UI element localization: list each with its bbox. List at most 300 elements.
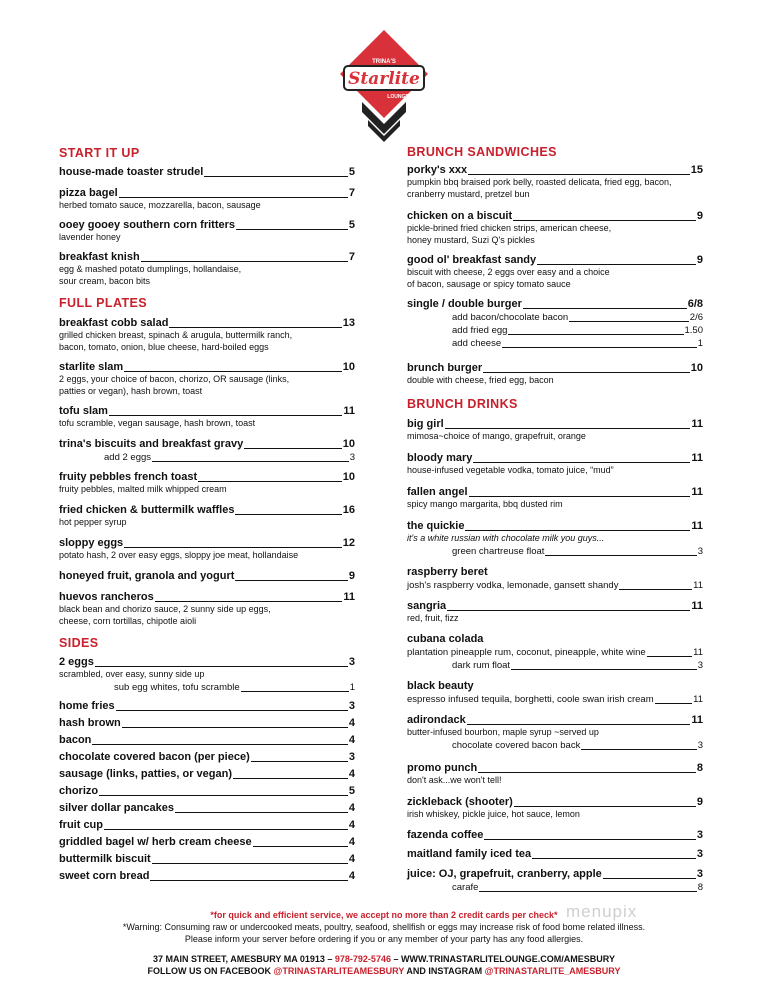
item-price: 2/6 [689,312,703,323]
item-description: tofu scramble, vegan sausage, hash brown, toast [59,418,256,428]
leader-line [253,846,348,847]
item-name: starlite slam [59,361,124,373]
item-name: carafe [452,882,479,893]
item-description: biscuit with cheese, 2 eggs over easy and a choice [407,267,610,277]
item-description: egg & mashed potato dumplings, hollandaise, [59,264,242,274]
menu-item [407,829,703,842]
item-description: butter-infused bourbon, maple syrup ~served up [407,727,599,737]
item-price: 5 [348,219,355,231]
item-line [407,298,703,311]
item-line [59,768,355,781]
leader-line [236,229,348,230]
leader-line [537,264,696,265]
leader-line [467,724,691,725]
item-price: 11 [691,714,703,726]
menu-item [59,251,355,287]
facebook-handle: @TRINASTARLITEAMESBURY [273,966,405,976]
menu-item [59,166,355,179]
leader-line [508,334,683,335]
item-description: mimosa~choice of mango, grapefruit, orange [407,431,586,441]
item-name: add cheese [452,338,502,349]
item-name: pizza bagel [59,187,118,199]
sub-item-line [407,646,703,659]
item-name: 2 eggs [59,656,94,668]
menu-item [407,254,703,290]
starlite-logo [338,28,430,144]
item-line [59,317,355,330]
menu-item [59,870,355,883]
item-line [59,570,355,583]
leader-line [124,371,342,372]
item-price: 11 [693,580,703,591]
item-description: cranberry mustard, pretzel bun [407,188,530,199]
item-price: 3 [696,848,703,860]
leader-line [647,656,692,657]
leader-line [175,812,348,813]
item-price: 10 [342,438,355,450]
menu-item [407,848,703,861]
item-line [59,700,355,713]
item-price: 11 [343,591,355,603]
item-price: 1 [697,338,703,349]
menu-item [407,762,703,787]
menu-item [59,717,355,730]
item-line [407,164,703,177]
menu-item [407,714,703,752]
item-line [59,853,355,866]
item-line [59,187,355,200]
item-name: single / double burger [407,298,522,310]
item-price: 11 [691,486,703,498]
item-price: 11 [693,647,703,658]
item-name: breakfast knish [59,251,140,263]
item-description: double with cheese, fried egg, bacon [407,375,554,385]
item-description: lavender honey [59,232,121,242]
menu-item [59,219,355,244]
item-line [407,829,703,842]
item-price: 11 [343,405,355,417]
sub-item-line [452,324,703,337]
warning-line-2: Please inform your server before ordering if you or any member of your party has any food allergies. [184,934,584,944]
item-line [407,868,703,881]
sub-item-line [452,311,703,324]
menu-item [59,700,355,713]
leader-line [152,461,349,462]
item-name: breakfast cobb salad [59,317,169,329]
item-line [59,836,355,849]
menu-item [407,680,703,706]
menu-item [407,566,703,592]
item-line [407,633,703,646]
item-line [59,166,355,179]
item-name: griddled bagel w/ herb cream cheese [59,836,252,848]
item-name: the quickie [407,520,465,532]
item-line [59,785,355,798]
item-price: 10 [342,361,355,373]
leader-line [619,589,692,590]
sub-item-line [407,693,703,706]
item-line [407,796,703,809]
item-line [59,537,355,550]
section-title-brunch-drinks: BRUNCH DRINKS [407,397,518,411]
item-name: plantation pineapple rum, coconut, pineapple, white wine [407,647,646,658]
item-price: 4 [348,717,355,729]
item-name: chorizo [59,785,99,797]
item-price: 11 [691,520,703,532]
leader-line [655,703,693,704]
leader-line [141,261,348,262]
item-line [407,210,703,223]
sub-item-line [452,659,703,672]
leader-line [198,481,342,482]
item-line [407,254,703,267]
item-name: sangria [407,600,447,612]
leader-line [569,321,689,322]
credit-card-notice: *for quick and efficient service, we accept no more than 2 credit cards per check* [210,910,558,920]
item-price: 4 [348,853,355,865]
leader-line [109,415,342,416]
section-title-brunch-sandwiches: BRUNCH SANDWICHES [407,145,557,159]
item-name: add fried egg [452,325,508,336]
item-line [59,717,355,730]
leader-line [581,749,696,750]
item-line [59,802,355,815]
item-price: 10 [342,471,355,483]
item-description: patties or vegan), hash brown, toast [59,385,203,396]
item-price: 3 [696,829,703,841]
item-name: silver dollar pancakes [59,802,174,814]
item-description: sour cream, bacon bits [59,275,151,286]
item-price: 3 [697,545,703,557]
item-name: juice: OJ, grapefruit, cranberry, apple [407,868,602,880]
item-line [59,219,355,232]
menu-item [59,570,355,583]
item-price: 3 [697,660,703,671]
section-title-full-plates: FULL PLATES [59,296,147,310]
item-name: sausage (links, patties, or vegan) [59,768,233,780]
menu-item [59,853,355,866]
menu-item [59,836,355,849]
menu-item [59,591,355,627]
menu-item [407,796,703,821]
item-line [407,714,703,727]
item-line [407,520,703,533]
section-title-sides: SIDES [59,636,99,650]
item-description: grilled chicken breast, spinach & arugula, buttermilk ranch, [59,330,293,340]
item-description: cheese, corn tortillas, chipotle aioli [59,615,197,626]
item-name: big girl [407,418,444,430]
item-name: huevos rancheros [59,591,154,603]
item-price: 10 [690,362,703,374]
leader-line [465,530,690,531]
item-name: josh's raspberry vodka, lemonade, gansett shandy [407,580,619,591]
section-title-start-it-up: START IT UP [59,146,140,160]
leader-line [469,496,691,497]
item-line [407,486,703,499]
item-name: add bacon/chocolate bacon [452,312,569,323]
item-name: sloppy eggs [59,537,124,549]
website: – WWW.TRINASTARLITELOUNGE.COM/AMESBURY [390,954,615,964]
sub-item-line [104,451,355,464]
menu-item [407,210,703,246]
item-price: 4 [348,819,355,831]
item-line [59,751,355,764]
item-name: fruit cup [59,819,103,831]
menu-item [407,486,703,511]
item-description: honey mustard, Suzi Q's pickles [407,234,535,245]
instagram-label: AND INSTAGRAM [404,966,485,976]
item-price: 9 [696,254,703,266]
menu-item [59,187,355,212]
item-name: zickleback (shooter) [407,796,513,808]
leader-line [478,772,696,773]
menu-item [407,164,703,200]
item-name: chocolate covered bacon back [452,739,581,751]
item-name: tofu slam [59,405,108,417]
leader-line [204,176,348,177]
leader-line [251,761,348,762]
item-price: 4 [348,836,355,848]
leader-line [155,601,343,602]
item-line [59,471,355,484]
item-name: chocolate covered bacon (per piece) [59,751,250,763]
leader-line [244,448,342,449]
item-price: 5 [348,785,355,797]
item-price: 11 [691,452,703,464]
item-price: 11 [691,418,703,430]
menu-item [59,405,355,430]
item-description: irish whiskey, pickle juice, hot sauce, lemon [407,809,580,819]
menu-item [407,600,703,625]
leader-line [447,610,690,611]
sub-item-line [452,545,703,558]
item-line [59,405,355,418]
item-price: 4 [348,768,355,780]
item-price: 12 [342,537,355,549]
item-line [59,504,355,517]
item-price: 3 [348,656,355,668]
item-price: 8 [697,882,703,893]
item-description: bacon, tomato, onion, blue cheese, hard-boiled eggs [59,341,269,352]
item-price: 11 [691,600,703,612]
leader-line [124,547,342,548]
item-price: 1.50 [684,325,703,336]
item-line [59,591,355,604]
menu-item [59,471,355,496]
menu-item [59,819,355,832]
leader-line [545,555,696,556]
item-name: bloody mary [407,452,473,464]
item-line [59,819,355,832]
leader-line [99,795,348,796]
menu-item [59,361,355,397]
item-name: fallen angel [407,486,468,498]
item-line [407,680,703,693]
leader-line [95,666,348,667]
leader-line [514,806,696,807]
leader-line [523,308,687,309]
menu-item [59,504,355,529]
leader-line [104,829,348,830]
item-description: of bacon, sausage or spicy tomato sauce [407,278,571,289]
item-name: ooey gooey southern corn fritters [59,219,236,231]
item-name: fruity pebbles french toast [59,471,198,483]
leader-line [241,691,349,692]
leader-line [502,347,697,348]
item-description: don't ask...we won't tell! [407,775,502,785]
item-description: pumpkin bbq braised pork belly, roasted delicata, fried egg, bacon, [407,177,672,187]
leader-line [483,372,690,373]
item-price: 9 [696,796,703,808]
leader-line [513,220,696,221]
logo-name: Starlite [348,69,420,89]
item-price: 11 [693,694,703,705]
sub-item-line [452,881,703,894]
item-name: chicken on a biscuit [407,210,513,222]
item-description: scrambled, over easy, sunny side up [59,669,205,679]
item-price: 3 [348,700,355,712]
item-name: porky's xxx [407,164,468,176]
item-price: 3 [348,751,355,763]
item-description: house-infused vegetable vodka, tomato juice, “mud” [407,465,614,475]
item-name: home fries [59,700,115,712]
item-name: cubana colada [407,633,484,645]
sub-item-line [407,579,703,592]
menu-item [59,734,355,747]
item-name: maitland family iced tea [407,848,532,860]
menu-item [59,537,355,562]
item-description: fruity pebbles, malted milk whipped cream [59,484,227,494]
item-price: 4 [348,802,355,814]
item-name: black beauty [407,680,474,692]
item-description: red, fruit, fizz [407,613,459,623]
item-line [407,362,703,375]
menu-item [59,785,355,798]
item-name: sub egg whites, tofu scramble [114,681,240,693]
address-line [0,954,768,966]
menu-item [407,520,703,558]
phone: 978-792-5746 [334,954,391,964]
watermark: menupix [566,902,638,921]
sub-item-line [452,337,703,350]
item-name: house-made toaster strudel [59,166,204,178]
item-name: bacon [59,734,92,746]
item-name: green chartreuse float [452,545,545,557]
leader-line [169,327,341,328]
social-line [0,966,768,978]
item-price: 3 [696,868,703,880]
sub-item-line [452,739,703,752]
menu-item [407,298,703,350]
item-line [407,418,703,431]
item-description: hot pepper syrup [59,517,127,527]
leader-line [235,580,347,581]
leader-line [150,880,347,881]
warning-line-1: *Warning: Consuming raw or undercooked meats, poultry, seafood, shellfish or eggs may increase risk of food bome related illness. [122,922,646,932]
item-name: espresso infused tequila, borghetti, coole swan irish cream [407,694,654,705]
menu-item [407,633,703,672]
item-price: 6/8 [687,298,703,310]
item-line [59,438,355,451]
item-line [59,734,355,747]
item-price: 8 [696,762,703,774]
leader-line [92,744,347,745]
item-line [407,762,703,775]
menu-item [59,438,355,464]
item-description: black bean and chorizo sauce, 2 sunny side up eggs, [59,604,271,614]
menu-item [407,452,703,477]
leader-line [473,462,690,463]
leader-line [122,727,348,728]
item-description: 2 eggs, your choice of bacon, chorizo, OR sausage (links, [59,374,290,384]
menu-item [59,751,355,764]
item-name: adirondack [407,714,466,726]
item-line [59,656,355,669]
leader-line [235,514,341,515]
item-line [407,600,703,613]
item-name: fried chicken & buttermilk waffles [59,504,235,516]
item-price: 15 [690,164,703,176]
menu-item [407,362,703,387]
item-name: promo punch [407,762,478,774]
leader-line [511,669,697,670]
leader-line [484,839,695,840]
logo-sub-text: LOUNGE [387,94,409,100]
menu-item [59,768,355,781]
item-description: potato hash, 2 over easy eggs, sloppy joe meat, hollandaise [59,550,299,560]
item-price: 3 [697,739,703,751]
item-description: herbed tomato sauce, mozzarella, bacon, sausage [59,200,261,210]
leader-line [479,891,696,892]
item-name: hash brown [59,717,121,729]
item-price: 1 [349,681,355,693]
item-name: sweet corn bread [59,870,150,882]
item-name: trina's biscuits and breakfast gravy [59,438,244,450]
item-price: 9 [696,210,703,222]
item-price: 13 [342,317,355,329]
item-description: pickle-brined fried chicken strips, american cheese, [407,223,612,233]
item-line [59,361,355,374]
menu-item [407,418,703,443]
item-name: dark rum float [452,660,511,671]
item-price: 3 [349,452,355,463]
leader-line [152,863,348,864]
item-price: 4 [348,734,355,746]
instagram-handle: @TRINASTARLITE_AMESBURY [484,966,621,976]
facebook-label: FOLLOW US ON FACEBOOK [147,966,274,976]
item-name: brunch burger [407,362,483,374]
item-line [407,848,703,861]
leader-line [603,878,696,879]
item-line [59,251,355,264]
item-price: 9 [348,570,355,582]
leader-line [233,778,348,779]
leader-line [468,174,690,175]
menu-item [407,868,703,894]
item-name: fazenda coffee [407,829,484,841]
item-price: 7 [348,187,355,199]
sub-item-line [114,681,355,694]
address: 37 MAIN STREET, AMESBURY MA 01913 – [153,954,335,964]
item-price: 7 [348,251,355,263]
item-description: it's a white russian with chocolate milk you guys... [407,533,605,543]
menu-item [59,802,355,815]
logo-top-text: TRINA'S [372,59,396,65]
item-name: raspberry beret [407,566,488,578]
item-name: add 2 eggs [104,452,152,463]
item-name: honeyed fruit, granola and yogurt [59,570,235,582]
item-name: buttermilk biscuit [59,853,151,865]
